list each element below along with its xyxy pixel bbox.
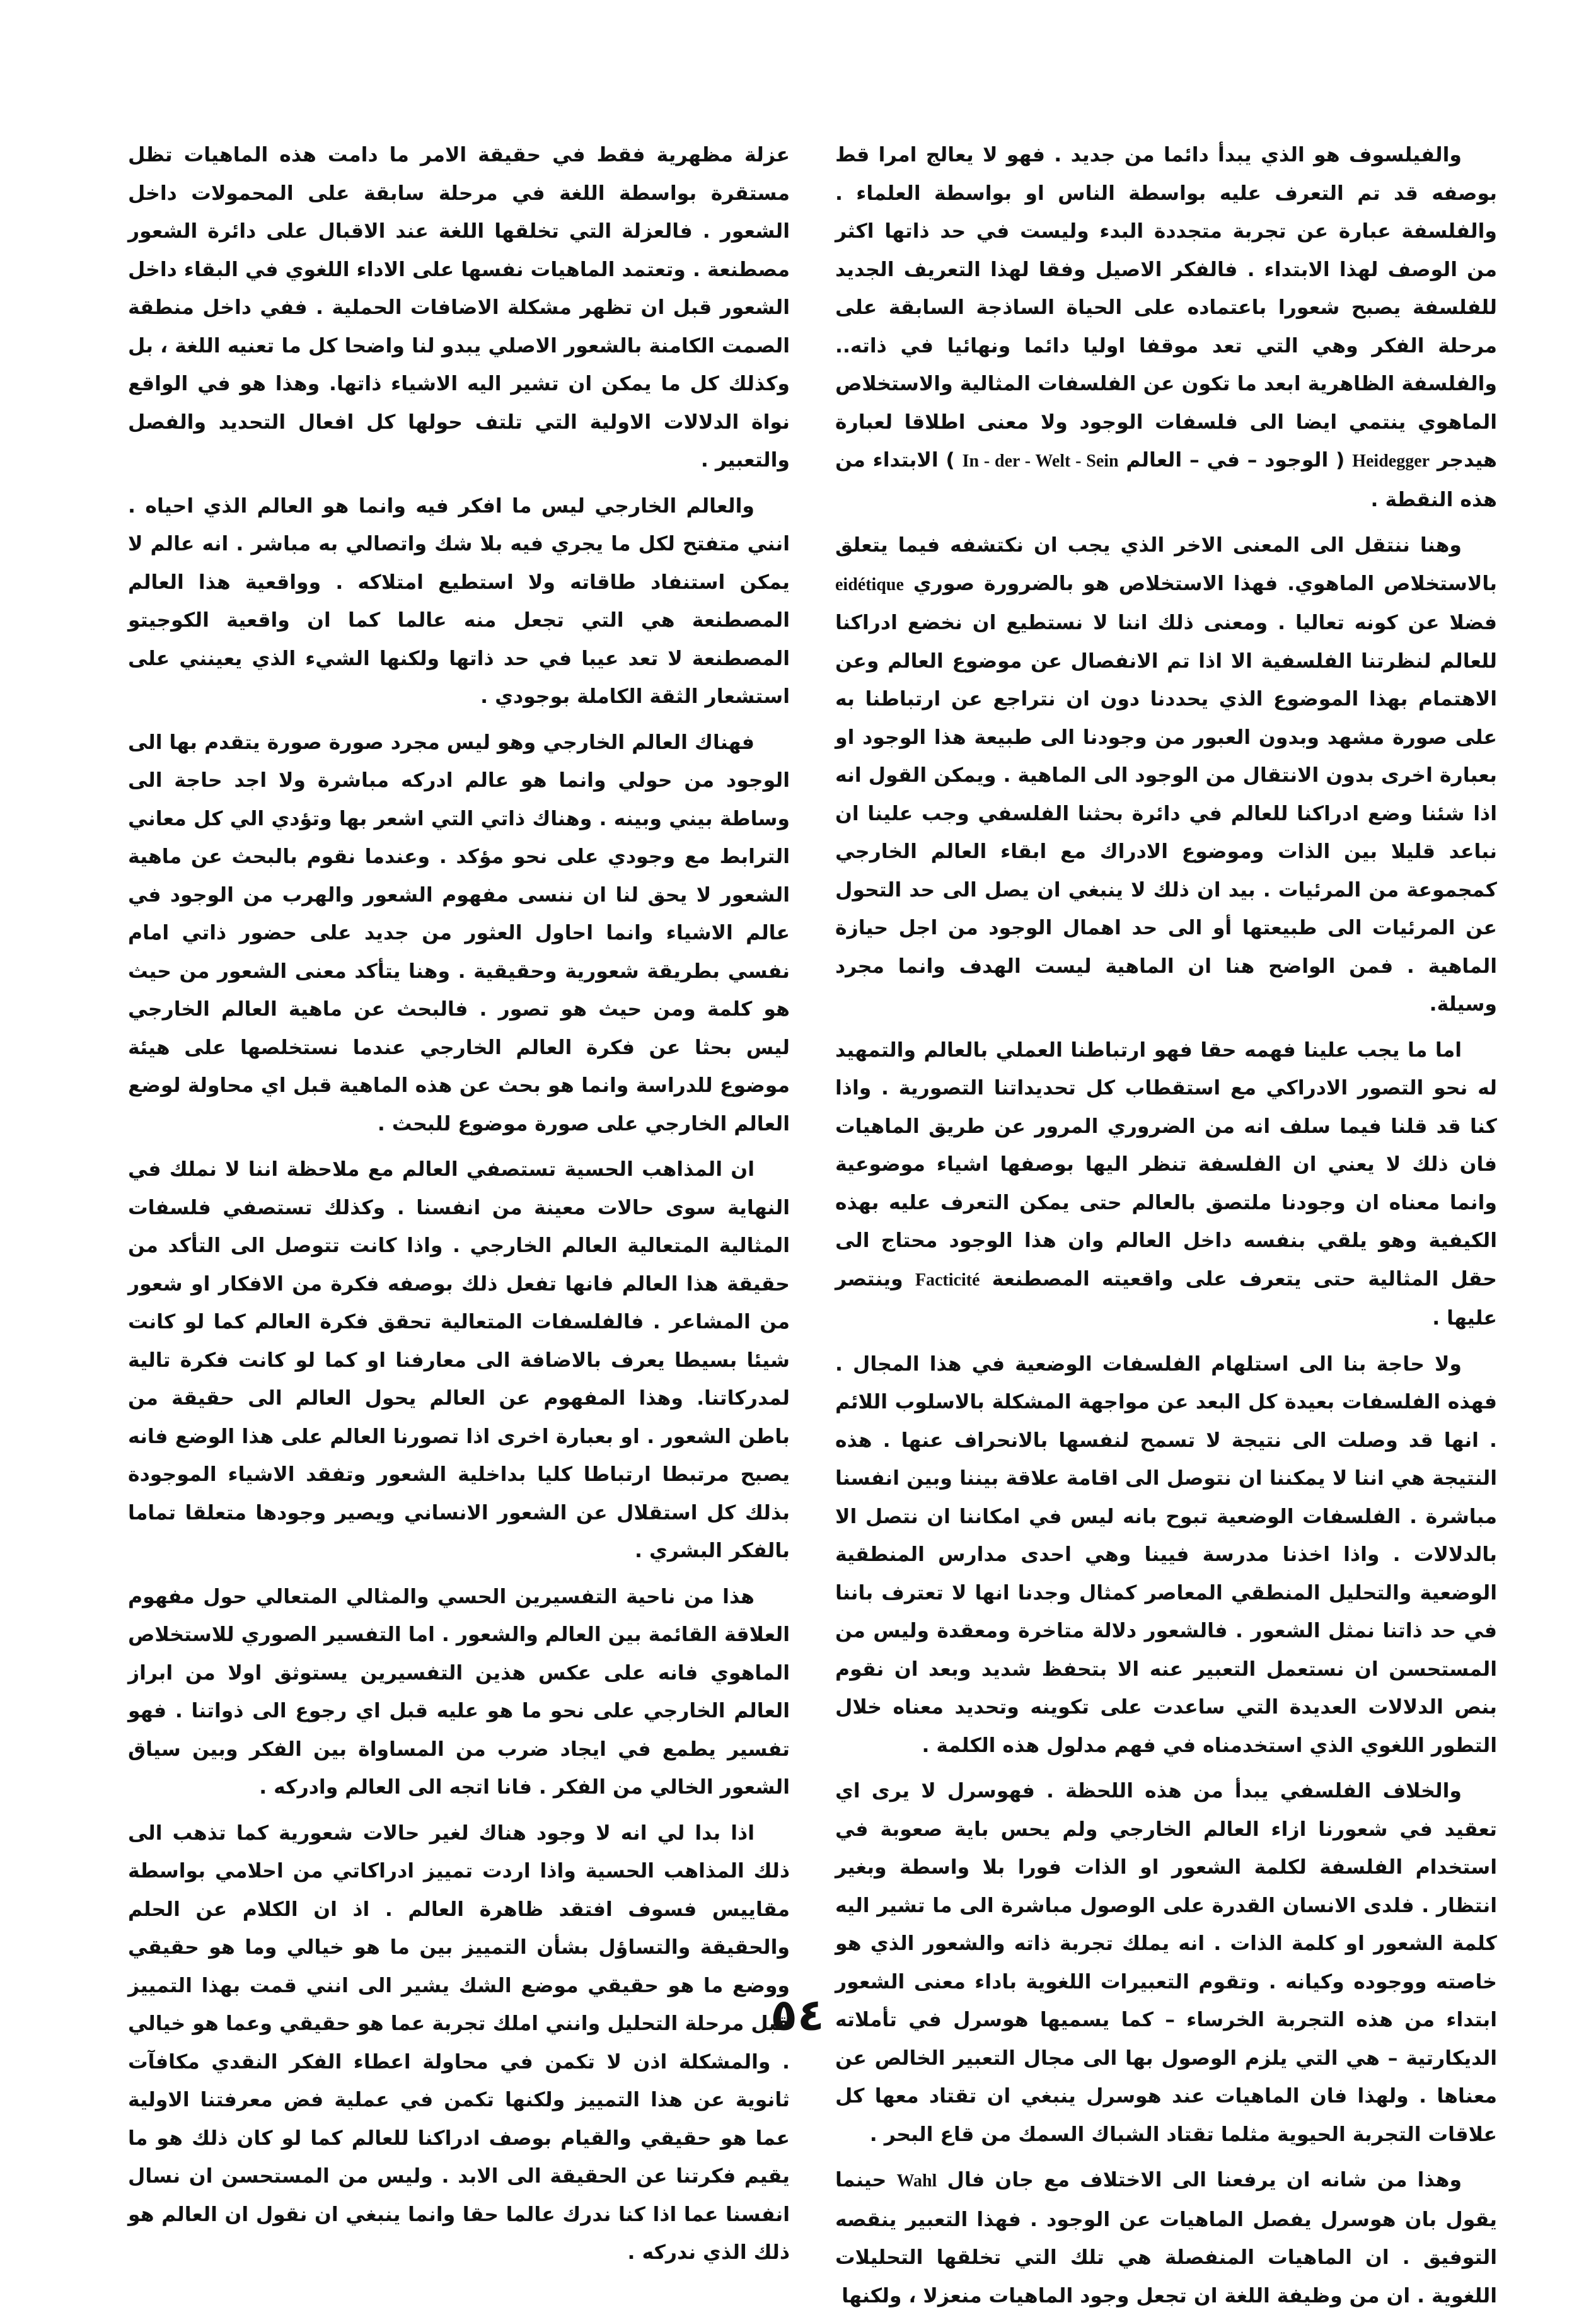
- paragraph-text: ) الابتداء من هذه النقطة .: [835, 449, 1497, 511]
- right-column: [835, 136, 1498, 2307]
- paragraph: والخلاف الفلسفي يبدأ من هذه اللحظة . فهوسرل لا يرى اي تعقيد في شعورنا ازاء العالم الخارجي ولم يحس باية صعوبة في استخدام الفلسفة لكلمة الشعور او الذات فورا بلا واسطة وبغير انتظار . فلدى الانسان القدرة على الوصول مباشرة الى ما تشير اليه كلمة الشعور او كلمة الذات . انه يملك تجربة ذاته والشعور الذي هو خاصته ووجوده وكيانه . وتقوم التعبيرات اللغوية باداء معنى الشعور ابتداء من هذه التجربة الخرساء – كما يسميها هوسرل في تأملاته الديكارتية – هي التي يلزم الوصول بها الى مجال التعبير الخالص عن معناها . ولهذا فان الماهيات عند هوسرل ينبغي ان تقتاد معها كل علاقات التجربة الحيوية مثلما تقتاد الشباك السمك من قاع البحر .: [835, 1780, 1497, 2146]
- paragraph: والعالم الخارجي ليس ما افكر فيه وانما هو العالم الذي احياه . انني متفتح لكل ما يجري فيه بلا شك واتصالي به مباشر . انه عالم لا يمكن استنفاد طاقاته ولا استطيع امتلاكه . وواقعية هذا العالم المصطنعة هي التي تجعل منه عالما كما ان واقعية الكوجيتو المصطنعة لا تعد عيبا في حد ذاتها ولكنها الشيء الذي يعينني على استشعار الثقة الكاملة بوجودي .: [128, 494, 790, 708]
- paragraph-text: والفيلسوف هو الذي يبدأ دائما من جديد . فهو لا يعالج امرا قط بوصفه قد تم التعرف عليه بواسطة الناس او بواسطة العلماء . والفلسفة عبارة عن تجربة متجددة البدء وليست في حد ذاتها اكثر من الوصف لهذا الابتداء . فالفكر الاصيل وفقا لهذا التعريف الجديد للفلسفة يصبح شعورا باعتماده على الحياة الساذجة السابقة على مرحلة الفكر وهي التي تعد موقفا اوليا دائما ونهائيا في ذاته.. والفلسفة الظاهرية ابعد ما تكون عن الفلسفات المثالية والاستخلاص الماهوي ينتمي ايضا الى فلسفات الوجود ولا معنى اطلاقا لعبارة هيدجر: [835, 144, 1498, 472]
- paragraph: اذا بدا لي انه لا وجود هناك لغير حالات شعورية كما تذهب الى ذلك المذاهب الحسية واذا اردت تمييز ادراكاتي من احلامي بواسطة مقاييس فسوف افتقد ظاهرة العالم . اذ ان الكلام عن الحلم والحقيقة والتساؤل بشأن التمييز بين ما هو خيالي وما هو حقيقي ووضع ما هو حقيقي موضع الشك يشير الى انني قمت بهذا التمييز قبل مرحلة التحليل وانني املك تجربة عما هو حقيقي وعما هو خيالي . والمشكلة اذن لا تكمن في محاولة اعطاء الفكر النقدي مكافآت ثانوية عن هذا التمييز ولكنها تكمن في عملية فض معرفتنا الاولية عما هو حقيقي والقيام بوصف ادراكنا للعالم كما لو كان ذلك هو ما يقيم فكرتنا عن الحقيقة الى الابد . وليس من المستحسن ان نسال انفسنا عما اذا كنا ندرك عالما حقا وانما ينبغي ان نقول ان العالم هو ذلك الذي ندركه .: [128, 1821, 790, 2264]
- left-column: [128, 136, 790, 2264]
- term-eidetique: eidétique: [835, 574, 904, 595]
- paragraph: ان المذاهب الحسية تستصفي العالم مع ملاحظة اننا لا نملك في النهاية سوى حالات معينة من انفسنا . وكذلك تستصفي فلسفات المثالية المتعالية العالم الخارجي . واذا كانت تتوصل الى التأكد من حقيقة هذا العالم فانها تفعل ذلك بوصفه فكرة من الافكار او شعور من المشاعر . فالفلسفات المتعالية تحقق فكرة العالم كما لو كانت شيئا بسيطا يعرف بالاضافة الى معارفنا او كما لو كانت فكرة تالية لمدركاتنا. وهذا المفهوم عن العالم يحول العالم الى حقيقة من باطن الشعور . او بعبارة اخرى اذا تصورنا العالم على هذا الوضع فانه يصبح مرتبطا ارتباطا كليا بداخلية الشعور وتفقد الاشياء الموجودة بذلك كل استقلال عن الشعور الانساني ويصير وجودها متعلقا تماما بالفكر البشري .: [128, 1158, 790, 1562]
- term-wahl: Wahl: [896, 2171, 937, 2191]
- paragraph: هذا من ناحية التفسيرين الحسي والمثالي المتعالي حول مفهوم العلاقة القائمة بين العالم والشعور . اما التفسير الصوري للاستخلاص الماهوي فانه على عكس هذين التفسيرين يستوثق اولا من ابراز العالم الخارجي على نحو ما هو عليه قبل اي رجوع الى ذواتنا . فهو تفسير يطمع في ايجاد ضرب من المساواة بين الفكر وبين سياق الشعور الخالي من الفكر . فانا اتجه الى العالم وادركه .: [128, 1585, 790, 1799]
- page-number: ٥٤: [770, 1989, 824, 2041]
- paragraph-text: وينتصر عليها .: [835, 1267, 1497, 1330]
- term-heidegger: Heidegger: [1352, 451, 1430, 471]
- term-in-der-welt-sein: In - der - Welt - Sein: [962, 451, 1119, 471]
- paragraph: [835, 136, 1497, 519]
- term-facticite: Facticité: [915, 1270, 980, 1290]
- paragraph-text: وهذا من شانه ان يرفعنا الى الاختلاف مع جان فال: [947, 2169, 1462, 2191]
- paragraph: عزلة مظهرية فقط في حقيقة الامر ما دامت هذه الماهيات تظل مستقرة بواسطة اللغة في مرحلة سابقة على المحمولات داخل الشعور . فالعزلة التي تخلقها اللغة عند الاقبال على دائرة الشعور مصطنعة . وتعتمد الماهيات نفسها على الاداء اللغوي في البقاء داخل الشعور قبل ان تظهر مشكلة الاضافات الحملية . ففي داخل منطقة الصمت الكامنة بالشعور الاصلي يبدو لنا واضحا كل ما تعنيه اللغة ، بل وكذلك كل ما يمكن ان تشير اليه الاشياء ذاتها. وهذا هو في الواقع نواة الدلالات الاولية التي تلتف حولها كل افعال التحديد والفصل والتعبير .: [128, 144, 790, 472]
- paragraph: [835, 2161, 1497, 2315]
- paragraph-text: فضلا عن كونه تعاليا . ومعنى ذلك اننا لا نستطيع ان نخضع ادراكنا للعالم لنظرتنا الفلسفية الا اذا تم الانفصال عن موضوع العالم وعن الاهتمام بهذا الموضوع الذي يحددنا دون ان نتراجع عن ارتباطنا به على صورة مشهد وبدون العبور من وجودنا الى طبيعة هذا الوجود او بعبارة اخرى بدون الانتقال من الوجود الى الماهية . ويمكن القول انه اذا شئنا وضع ادراكنا للعالم في دائرة بحثنا الفلسفي وجب علينا ان نباعد قليلا بين الذات وموضوع الادراك مع ابقاء العالم الخارجي كمجموعة من المرئيات . بيد ان ذلك لا ينبغي ان يصل الى حد التحول عن المرئيات الى طبيعتها أو الى حد اهمال الوجود من اجل حيازة الماهية . فمن الواضح هنا ان الماهية ليست الهدف وانما مجرد وسيلة.: [835, 612, 1497, 1016]
- paragraph: [835, 1031, 1497, 1338]
- paragraph: ولا حاجة بنا الى استلهام الفلسفات الوضعية في هذا المجال . فهذه الفلسفات بعيدة كل البعد عن مواجهة المشكلة بالاسلوب اللائم . انها قد وصلت الى نتيجة لا تسمح لنفسها بالانحراف عنها . هذه النتيجة هي اننا لا يمكننا ان نتوصل الى اقامة علاقة بيننا وبين انفسنا مباشرة . الفلسفات الوضعية تبوح بانه ليس في امكاننا ان نتصل الا بالدلالات . واذا اخذنا مدرسة فيينا وهي احدى مدارس المنطقية الوضعية والتحليل المنطقي المعاصر كمثال وجدنا انها لا تعترف باننا في حد ذاتنا نمثل الشعور . فالشعور دلالة متاخرة ومعقدة وليس من المستحسن ان نستعمل التعبير عنه الا بتحفظ شديد وبعد ان نقوم بنص الدلالات العديدة التي ساعدت على تكوينه وتحديد معناه خلال التطور اللغوي الذي استخدمناه في فهم مدلول هذه الكلمة .: [835, 1352, 1497, 1757]
- paragraph-text: اما ما يجب علينا فهمه حقا فهو ارتباطنا العملي بالعالم والتمهيد له نحو التصور الادراكي مع استقطاب كل تحديداتنا التصورية . واذا كنا قد قلنا فيما سلف انه من الضروري المرور عن طريق الماهيات فان ذلك لا يعني ان الفلسفة تنظر اليها بوصفها اشياء موضوعية وانما معناه ان وجودنا ملتصق بالعالم حتى يمكن التعرف عليه بهذه الكيفية وهو يلقي بنفسه داخل العالم وان هذا الوجود محتاج الى حقل المثالية حتى يتعرف على واقعيته المصطنعة: [835, 1038, 1498, 1291]
- paragraph-text: ( الوجود – في – العالم: [1126, 449, 1345, 472]
- paragraph: [835, 526, 1497, 1024]
- paragraph: فهناك العالم الخارجي وهو ليس مجرد صورة صورة يتقدم بها الى الوجود من حولي وانما هو عالم ادركه مباشرة ولا اجد حاجة الى وساطة بيني وبينه . وهناك ذاتي التي اشعر بها وتؤدي الي كل معاني الترابط مع وجودي على نحو مؤكد . وعندما نقوم بالبحث عن ماهية الشعور لا يحق لنا ان ننسى مفهوم الشعور والهرب من الوجود في عالم الاشياء وانما احاول العثور من جديد على حضور ذاتي امام نفسي بطريقة شعورية وحقيقية . وهنا يتأكد معنى الشعور من حيث هو كلمة ومن حيث هو تصور . فالبحث عن ماهية العالم الخارجي ليس بحثا عن فكرة العالم الخارجي عندما نستخلصها على هيئة موضوع للدراسة وانما هو بحث عن هذه الماهية قبل اي محاولة لوضع العالم الخارجي على صورة موضوع للبحث .: [128, 731, 790, 1135]
- paragraph-text: حينما يقول بان هوسرل يفصل الماهيات عن الوجود . فهذا التعبير ينقصه التوفيق . ان الماهيات المنفصلة هي تلك التي تخلقها التحليلات اللغوية . ان من وظيفة اللغة ان تجعل وجود الماهيات منعزلا ، ولكنها: [835, 2169, 1497, 2307]
- paragraph-text: وهنا ننتقل الى المعنى الاخر الذي يجب ان نكتشفه فيما يتعلق بالاستخلاص الماهوي. فهذا الاستخلاص هو بالضرورة صوري: [835, 534, 1498, 595]
